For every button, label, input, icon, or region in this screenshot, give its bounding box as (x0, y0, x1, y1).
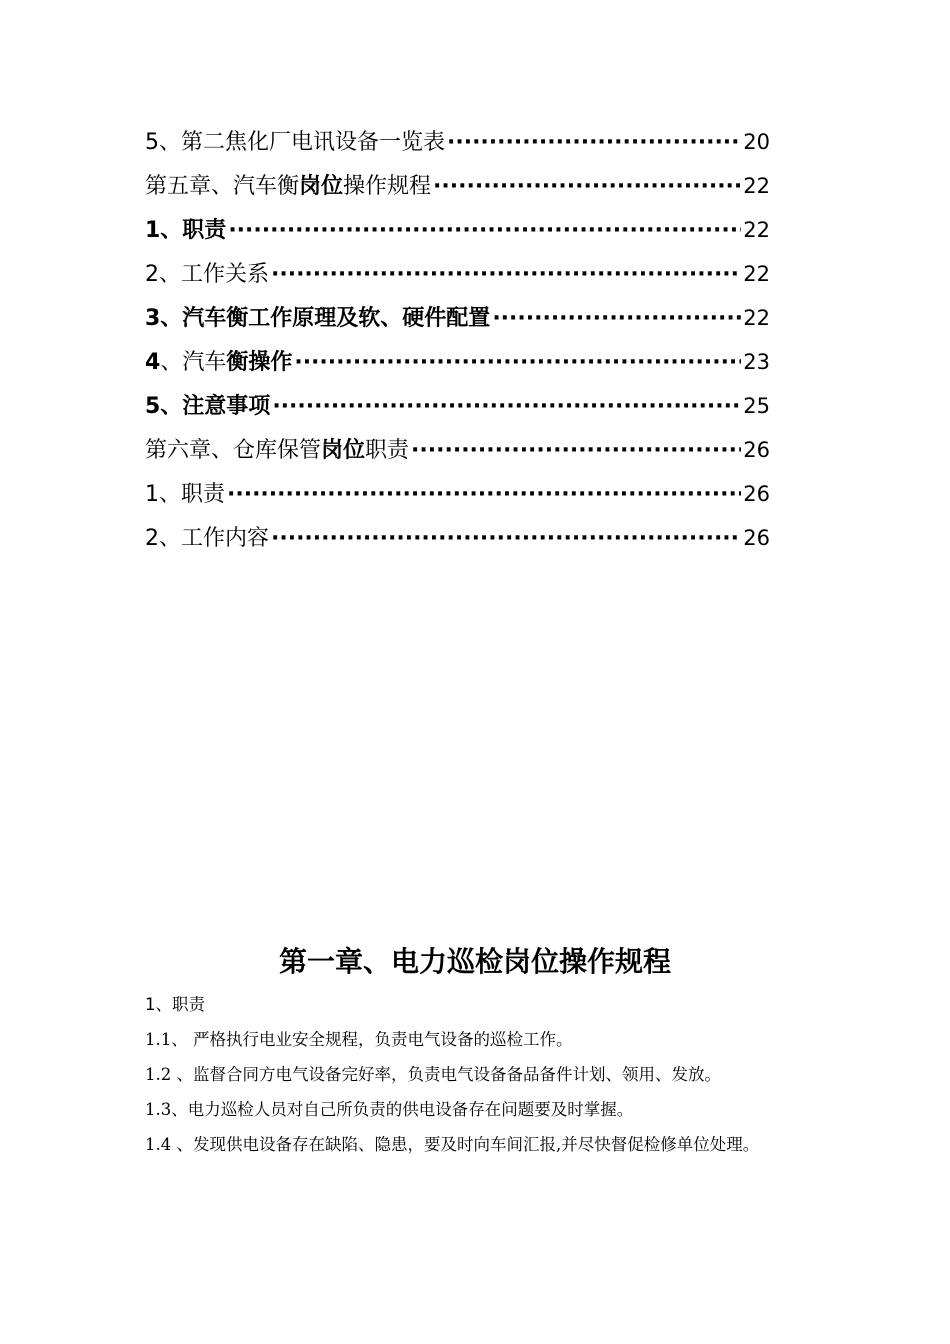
toc-entry-title: 第五章、汽车衡岗位操作规程 (145, 174, 432, 199)
paragraph: 1.4 、发现供电设备存在缺陷、隐患，要及时向车间汇报,并尽快督促检修单位处理。 (145, 1135, 760, 1154)
toc-entry[interactable] (145, 472, 770, 516)
toc-dot-leader (271, 253, 741, 297)
toc-dot-leader (447, 121, 741, 165)
toc-entry-title: 1、职责 (145, 482, 225, 507)
toc-entry-title: 4、汽车衡操作 (145, 350, 293, 375)
toc-entry-title: 2、工作关系 (145, 262, 269, 287)
toc-entry-title: 第六章、仓库保管岗位职责 (145, 438, 410, 463)
toc-dot-leader (227, 473, 741, 517)
toc-entry[interactable] (145, 296, 770, 340)
toc-page-number: 26 (743, 526, 770, 550)
toc-dot-leader (433, 165, 741, 209)
toc-entry[interactable] (145, 428, 770, 472)
toc-page-number: 22 (743, 306, 770, 330)
toc-page-number: 26 (743, 482, 770, 506)
toc-entry[interactable] (145, 252, 770, 296)
toc-page-number: 26 (743, 438, 770, 462)
toc-entry[interactable] (145, 516, 770, 560)
toc-page-number: 22 (743, 174, 770, 198)
paragraph: 1.1、 严格执行电业安全规程，负责电气设备的巡检工作。 (145, 1030, 573, 1049)
toc-dot-leader (228, 209, 741, 253)
toc-dot-leader (271, 517, 741, 561)
toc-entry[interactable] (145, 384, 770, 428)
paragraph: 1.3、电力巡检人员对自己所负责的供电设备存在问题要及时掌握。 (145, 1100, 634, 1119)
paragraph: 1.2 、监督合同方电气设备完好率，负责电气设备备品备件计划、领用、发放。 (145, 1065, 721, 1084)
toc-entry[interactable] (145, 208, 770, 252)
chapter-heading: 第一章、电力巡检岗位操作规程 (278, 945, 671, 978)
toc-entry[interactable] (145, 120, 770, 164)
toc-page-number: 20 (743, 130, 770, 154)
toc-entry-title: 5、第二焦化厂电讯设备一览表 (145, 130, 445, 155)
toc-dot-leader (411, 429, 741, 473)
toc-entry[interactable] (145, 340, 770, 384)
toc-entry[interactable] (145, 164, 770, 208)
toc-dot-leader (272, 385, 741, 429)
toc-page-number: 25 (743, 394, 770, 418)
toc-entry-title: 5、注意事项 (145, 394, 271, 419)
toc-entry-title: 2、工作内容 (145, 526, 269, 551)
toc-entry-title: 3、汽车衡工作原理及软、硬件配置 (145, 306, 491, 331)
duties-section (145, 988, 815, 1162)
table-of-contents (145, 120, 770, 560)
toc-dot-leader (294, 341, 741, 385)
toc-page-number: 23 (743, 350, 770, 374)
toc-page-number: 22 (743, 218, 770, 242)
toc-entry-title: 1、职责 (145, 218, 227, 243)
toc-dot-leader (492, 297, 741, 341)
toc-page-number: 22 (743, 262, 770, 286)
section-title: 1、职责 (145, 995, 205, 1014)
